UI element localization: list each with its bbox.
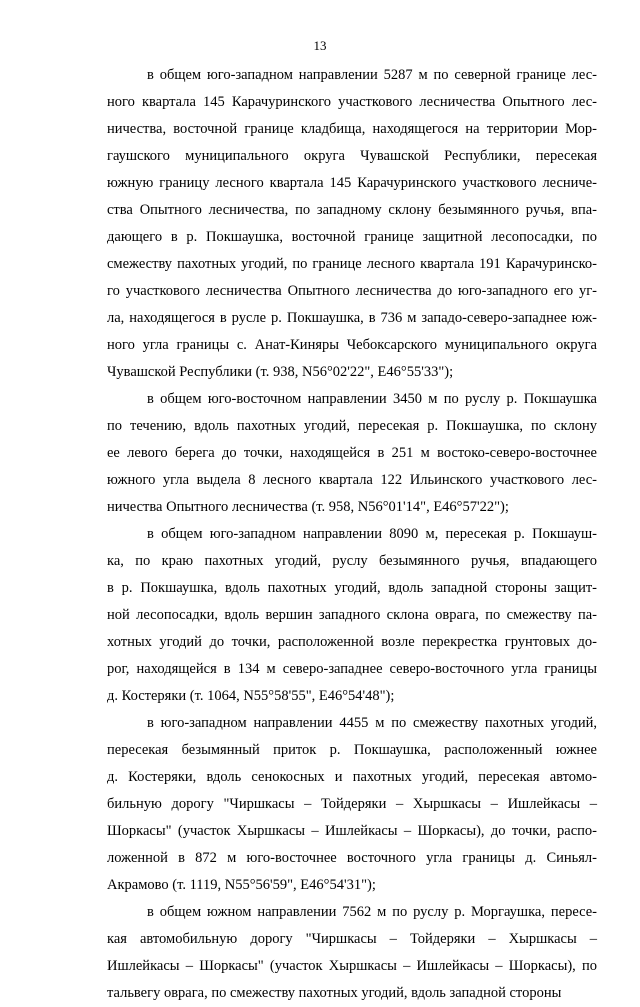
document-body — [107, 62, 597, 1007]
text-line: ка, по краю пахотных угодий, руслу безымянного ручья, впадающего — [107, 553, 597, 569]
text-line: ничества, восточной границе кладбища, находящегося на территории Мор- — [107, 121, 597, 137]
paragraph — [107, 386, 597, 521]
text-line: пересекая безымянный приток р. Покшаушка, расположенный южнее — [107, 742, 597, 758]
page-number: 13 — [313, 38, 327, 53]
paragraph — [107, 62, 597, 386]
text-line: Акрамово (т. 1119, N55°56'59", E46°54'31"); — [107, 877, 376, 893]
text-line: в юго-западном направлении 4455 м по смежеству пахотных угодий, — [147, 715, 597, 731]
text-line: в общем южном направлении 7562 м по руслу р. Моргаушка, пересе- — [147, 904, 597, 920]
text-line: ее левого берега до точки, находящейся в 251 м востоко-северо-восточнее — [107, 445, 597, 461]
text-line: южную границу лесного квартала 145 Карачуринского участкового лесниче- — [107, 175, 597, 191]
paragraph — [107, 710, 597, 899]
text-line: дающего в р. Покшаушка, восточной границе защитной лесопосадки, по — [107, 229, 597, 245]
text-line: в р. Покшаушка, вдоль пахотных угодий, вдоль западной стороны защит- — [107, 580, 597, 596]
text-line: хотных угодий до точки, расположенной возле перекрестка грунтовых до- — [107, 634, 597, 650]
text-line: бильную дорогу "Чиршкасы – Тойдеряки – Хыршкасы – Ишлейкасы – — [107, 796, 597, 812]
text-line: Шоркасы" (участок Хыршкасы – Ишлейкасы – Шоркасы), до точки, распо- — [107, 823, 597, 839]
text-line: д. Костеряки (т. 1064, N55°58'55", E46°54'48"); — [107, 688, 395, 704]
paragraph — [107, 899, 597, 1007]
text-line: тальвегу оврага, по смежеству пахотных угодий, вдоль западной стороны — [107, 985, 562, 1001]
text-line: в общем юго-восточном направлении 3450 м по руслу р. Покшаушка — [147, 391, 597, 407]
text-line: ничества Опытного лесничества (т. 958, N56°01'14", E46°57'22"); — [107, 499, 509, 515]
text-line: го участкового лесничества Опытного лесничества до юго-западного его уг- — [107, 283, 597, 299]
text-line: рог, находящейся в 134 м северо-западнее северо-восточного угла границы — [107, 661, 597, 677]
text-line: в общем юго-западном направлении 8090 м, пересекая р. Покшауш- — [147, 526, 597, 542]
text-line: гаушского муниципального округа Чувашской Республики, пересекая — [107, 148, 597, 164]
text-line: Ишлейкасы – Шоркасы" (участок Хыршкасы – Ишлейкасы – Шоркасы), по — [107, 958, 597, 974]
paragraph — [107, 521, 597, 710]
text-line: смежеству пахотных угодий, по границе лесного квартала 191 Карачуринско- — [107, 256, 597, 272]
text-line: Чувашской Республики (т. 938, N56°02'22", E46°55'33"); — [107, 364, 454, 380]
text-line: кая автомобильную дорогу "Чиршкасы – Тойдеряки – Хыршкасы – — [107, 931, 597, 947]
text-line: ного квартала 145 Карачуринского участкового лесничества Опытного лес- — [107, 94, 597, 110]
text-line: ства Опытного лесничества, по западному склону безымянного ручья, впа- — [107, 202, 597, 218]
text-line: ной лесопосадки, вдоль вершин западного склона оврага, по смежеству па- — [107, 607, 597, 623]
text-line: ного угла границы с. Анат-Киняры Чебоксарского муниципального округа — [107, 337, 597, 353]
text-line: по течению, вдоль пахотных угодий, пересекая р. Покшаушка, по склону — [107, 418, 597, 434]
text-line: южного угла выдела 8 лесного квартала 122 Ильинского участкового лес- — [107, 472, 597, 488]
text-line: ла, находящегося в русле р. Покшаушка, в 736 м западо-северо-западнее юж- — [107, 310, 597, 326]
text-line: в общем юго-западном направлении 5287 м по северной границе лес- — [147, 67, 597, 83]
text-line: ложенной в 872 м юго-восточнее восточного угла границы д. Синьял- — [107, 850, 597, 866]
text-line: д. Костеряки, вдоль сенокосных и пахотных угодий, пересекая автомо- — [107, 769, 597, 785]
